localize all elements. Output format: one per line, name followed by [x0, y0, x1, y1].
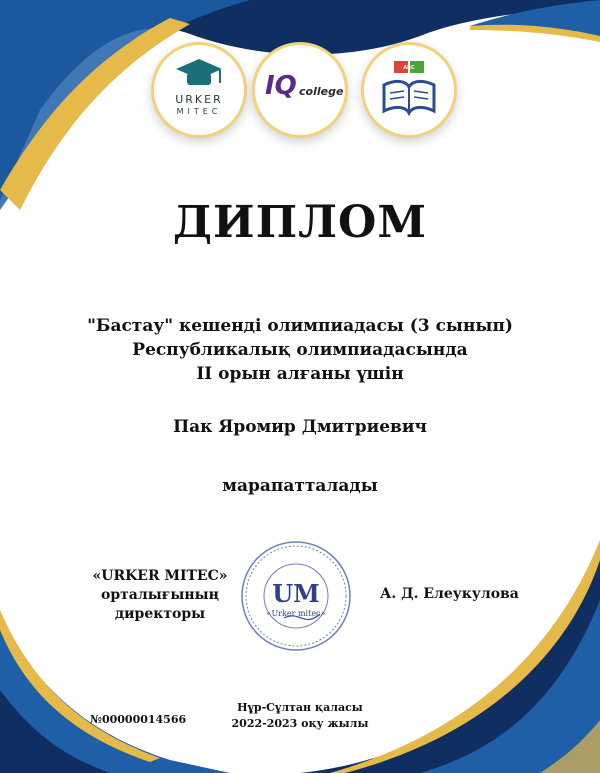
- iq-logo-text: IQ: [265, 71, 297, 101]
- academic-year-text: 2022-2023 оқу жылы: [231, 717, 369, 730]
- official-seal: [240, 540, 352, 652]
- seal-name: «Urker mitec»: [266, 609, 326, 618]
- award-reason: [0, 314, 600, 386]
- org-line-1: «URKER MITEC»: [92, 568, 228, 584]
- place-and-year: [0, 700, 600, 732]
- signer-name: А. Д. Елеукулова: [380, 586, 519, 602]
- urker-logo-line2: MITEC: [176, 107, 222, 116]
- reason-line-2: Республикалық олимпиадасында: [132, 340, 468, 360]
- reason-line-3: II орын алғаны үшін: [196, 364, 404, 384]
- org-line-2: орталығының: [100, 587, 219, 603]
- urker-logo-line1: URKER: [175, 93, 223, 106]
- org-line-3: директоры: [114, 606, 206, 622]
- urker-mitec-logo: [151, 42, 247, 138]
- organization-block: [80, 567, 240, 624]
- book-logo: [361, 42, 457, 138]
- graduation-cap-icon: [154, 45, 244, 135]
- reason-line-1: "Бастау" кешенді олимпиадасы (3 сынып): [87, 316, 513, 336]
- book-logo-badge: ABC: [403, 65, 415, 71]
- iq-logo-word: college: [299, 85, 344, 98]
- open-book-icon: [364, 45, 454, 135]
- diploma-number: №00000014566: [90, 713, 187, 726]
- seal-monogram: UM: [272, 579, 320, 608]
- diploma-title: ДИПЛОМ: [172, 197, 428, 248]
- city-text: Нұр-Сұлтан қаласы: [237, 701, 363, 714]
- awarded-text: марапатталады: [222, 476, 378, 496]
- iq-college-logo: [252, 42, 348, 138]
- recipient-name: Пак Яромир Дмитриевич: [173, 417, 427, 437]
